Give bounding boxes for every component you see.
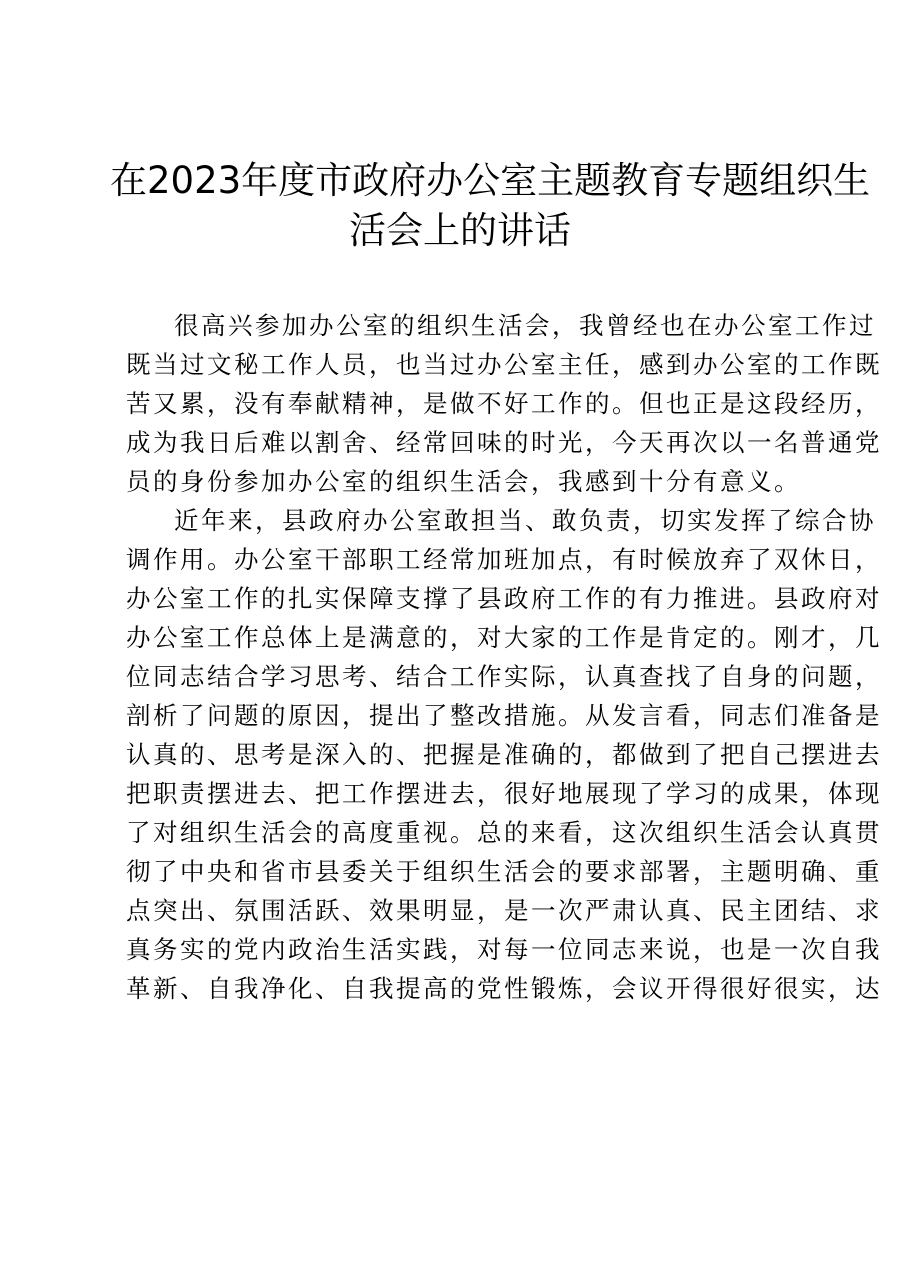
text-line: 把职责摆进去、把工作摆进去，很好地展现了学习的成果，体现: [126, 779, 882, 808]
document-title: [110, 156, 871, 256]
text-line: 既当过文秘工作人员，也当过办公室主任，感到办公室的工作既: [126, 350, 882, 379]
document-body: [126, 306, 882, 1008]
text-line: 位同志结合学习思考、结合工作实际，认真查找了自身的问题，: [126, 662, 882, 691]
text-line: 近年来，县政府办公室敢担当、敢负责，切实发挥了综合协: [174, 506, 876, 535]
text-line: 成为我日后难以割舍、经常回味的时光，今天再次以一名普通党: [126, 428, 882, 457]
paragraph-1: [126, 306, 882, 501]
text-line: 剖析了问题的原因，提出了整改措施。从发言看，同志们准备是: [126, 701, 882, 730]
text-line: 彻了中央和省市县委关于组织生活会的要求部署，主题明确、重: [126, 857, 882, 886]
text-line: 很高兴参加办公室的组织生活会，我曾经也在办公室工作过: [174, 311, 876, 340]
text-line: 办公室工作的扎实保障支撑了县政府工作的有力推进。县政府对: [126, 584, 882, 613]
text-line: 点突出、氛围活跃、效果明显，是一次严肃认真、民主团结、求: [126, 896, 882, 925]
text-line: 调作用。办公室干部职工经常加班加点，有时候放弃了双休日，: [126, 545, 882, 574]
text-line: 革新、自我净化、自我提高的党性锻炼，会议开得很好很实，达: [126, 974, 882, 1003]
title-line-2: 活会上的讲话: [349, 209, 571, 252]
title-line-1: 在2023年度市政府办公室主题教育专题组织生: [110, 159, 871, 202]
text-line: 了对组织生活会的高度重视。总的来看，这次组织生活会认真贯: [126, 818, 882, 847]
text-line: 认真的、思考是深入的、把握是准确的，都做到了把自己摆进去: [126, 740, 882, 769]
text-line: 苦又累，没有奉献精神，是做不好工作的。但也正是这段经历，: [126, 389, 882, 418]
paragraph-2: [126, 501, 882, 1008]
text-line: 真务实的党内政治生活实践，对每一位同志来说，也是一次自我: [126, 935, 882, 964]
text-line: 员的身份参加办公室的组织生活会，我感到十分有意义。: [126, 467, 801, 496]
text-line: 办公室工作总体上是满意的，对大家的工作是肯定的。刚才，几: [126, 623, 882, 652]
